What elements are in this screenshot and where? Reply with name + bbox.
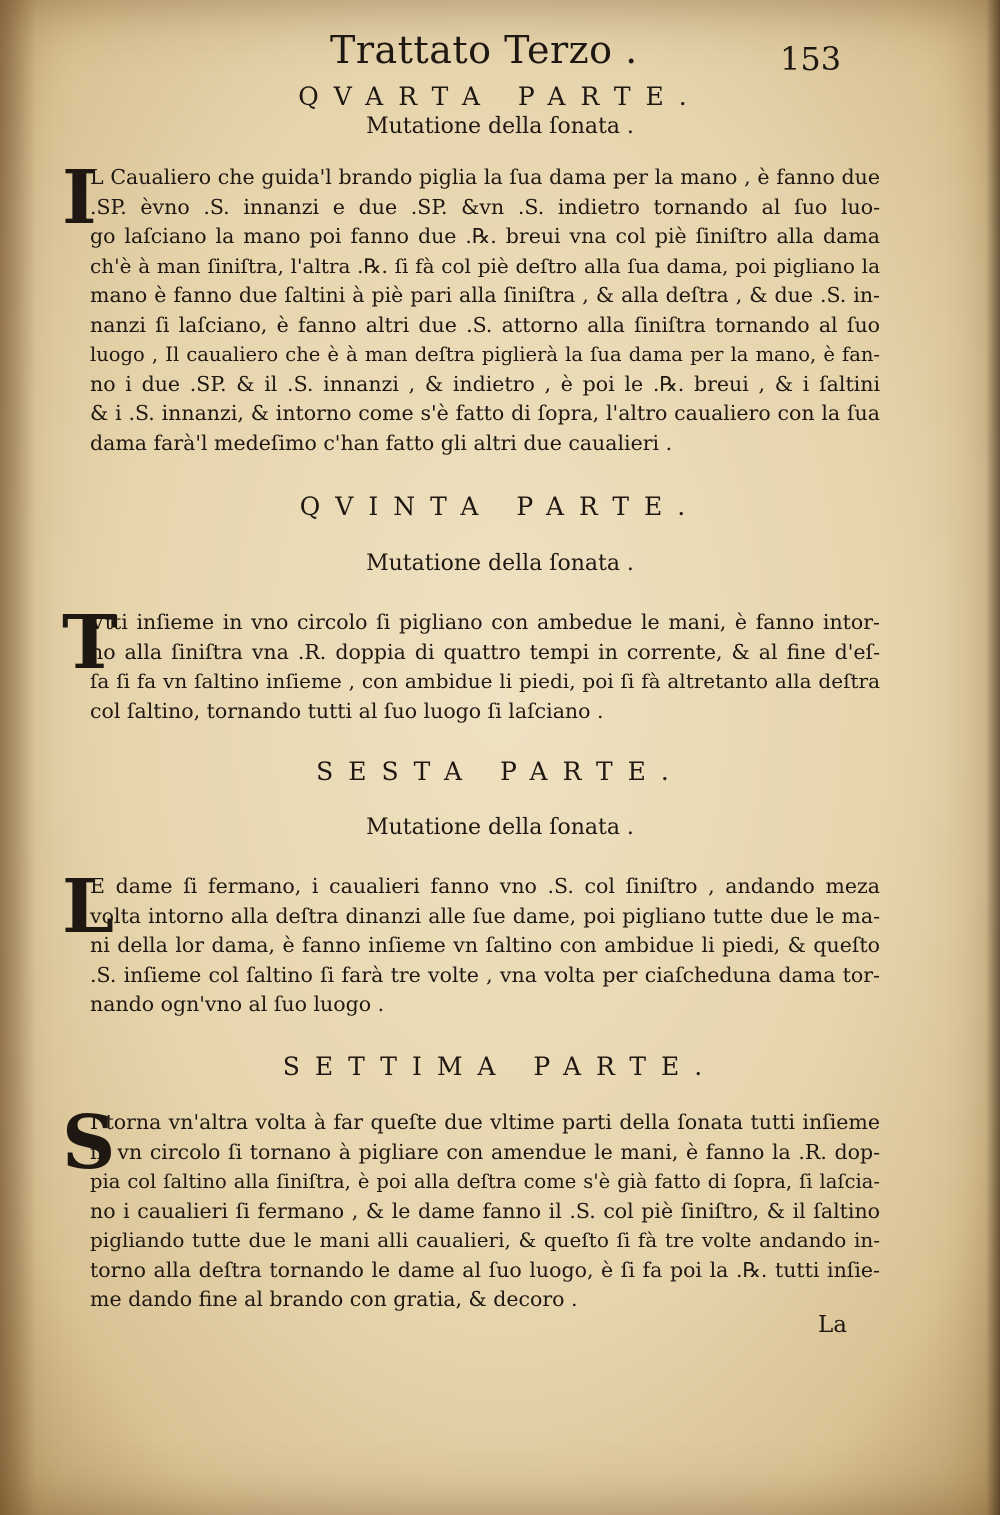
text-line: & i .S. innanzi, & intorno come s'è fatto di ſopra, l'altro caualiero con la ſua <box>90 401 880 425</box>
page-number: 153 <box>780 40 842 78</box>
text-line: nando ogn'vno al ſuo luogo . <box>90 992 385 1016</box>
text-line: dama farà'l medeſimo c'han fatto gli altri due caualieri . <box>90 430 673 455</box>
drop-cap: T <box>62 600 118 686</box>
text-line: mano è fanno due ſaltini à piè pari alla ſiniſtra , & alla deſtra , & due .S. in- <box>90 283 880 307</box>
drop-cap: S <box>62 1100 116 1186</box>
text-line: no i due .SP. & il .S. innanzi , & indietro , è poi le .℞. breui , & i ſaltini <box>90 371 880 396</box>
text-line: no alla ſiniſtra vna .R. doppia di quattro tempi in corrente, & al fine d'eſ- <box>90 639 880 664</box>
paragraph-quinta <box>62 600 880 726</box>
text-line: torno alla deſtra tornando le dame al ſuo luogo, è ſi fa poi la .℞. tutti inſie- <box>90 1257 880 1282</box>
paragraph-settima <box>62 1100 880 1315</box>
text-line: col ſaltino, tornando tutti al ſuo luogo ſi laſciano . <box>90 698 604 723</box>
text-line: ch'è à man ſiniſtra, l'altra .℞. ſi fà col piè deſtro alla ſua dama, poi pigliano la <box>90 253 880 278</box>
paragraph-sesta <box>62 864 880 1020</box>
text-line: luogo , Il caualiero che è à man deſtra piglierà la ſua dama per la mano, è fan- <box>90 343 880 366</box>
text-line: in vn circolo ſi tornano à pigliare con amendue le mani, è fanno la .R. dop- <box>90 1139 880 1164</box>
text-line: ſa ſi fa vn ſaltino inſieme , con ambidue li piedi, poi ſi fà altretanto alla deſtra <box>90 669 880 693</box>
section-heading-sesta: SESTA PARTE. <box>316 757 684 786</box>
text-line: .S. inſieme col ſaltino ſi farà tre volte , vna volta per ciaſcheduna dama tor- <box>90 962 880 987</box>
section-subheading-sesta: Mutatione della ſonata . <box>366 815 634 840</box>
text-line: .SP. èvno .S. innanzi e due .SP. &vn .S. indietro tornando al ſuo luo- <box>90 194 880 219</box>
text-line: L Caualiero che guida'l brando piglia la ſua dama per la mano , è fanno due <box>90 165 880 189</box>
paragraph-quarta <box>62 155 880 458</box>
text-line: E dame ſi fermano, i caualieri fanno vno .S. col ſiniſtro , andando meza <box>90 874 880 898</box>
text-line: pigliando tutte due le mani alli caualieri, & queſto ſi fà tre volte andando in- <box>90 1228 880 1252</box>
text-line: no i caualieri ſi fermano , & le dame fanno il .S. col piè ſiniſtro, & il ſaltino <box>90 1198 880 1223</box>
text-line: nanzi ſi laſciano, è fanno altri due .S. attorno alla ſiniſtra tornando al ſuo <box>90 312 880 337</box>
text-line: volta intorno alla deſtra dinanzi alle ſue dame, poi pigliano tutte due le ma- <box>90 903 880 928</box>
section-subheading-quarta: Mutatione della ſonata . <box>366 114 634 139</box>
running-head <box>0 28 1000 78</box>
text-line: Vtti inſieme in vno circolo ſi pigliano con ambedue le mani, è fanno intor- <box>90 610 880 634</box>
text-line: pia col ſaltino alla ſiniſtra, è poi alla deſtra come s'è già fatto di ſopra, ſi laſcia- <box>90 1170 880 1193</box>
text-line: ni della lor dama, è fanno inſieme vn ſaltino con ambidue li piedi, & queſto <box>90 933 880 957</box>
section-heading-quinta: QVINTA PARTE. <box>299 492 701 521</box>
text-line: go laſciano la mano poi fanno due .℞. breui vna col piè ſiniſtro alla dama <box>90 224 880 248</box>
text-line: I torna vn'altra volta à far queſte due vltime parti della ſonata tutti inſieme <box>90 1110 880 1134</box>
drop-cap: L <box>62 864 115 950</box>
section-subheading-quinta: Mutatione della ſonata . <box>366 551 634 576</box>
text-line: me dando fine al brando con gratia, & decoro . <box>90 1287 578 1311</box>
drop-cap: I <box>62 155 97 241</box>
section-heading-quarta: QVARTA PARTE. <box>298 82 702 111</box>
catchword: La <box>818 1312 847 1338</box>
section-heading-settima: SETTIMA PARTE. <box>282 1052 718 1081</box>
running-title: Trattato Terzo . <box>330 28 638 72</box>
